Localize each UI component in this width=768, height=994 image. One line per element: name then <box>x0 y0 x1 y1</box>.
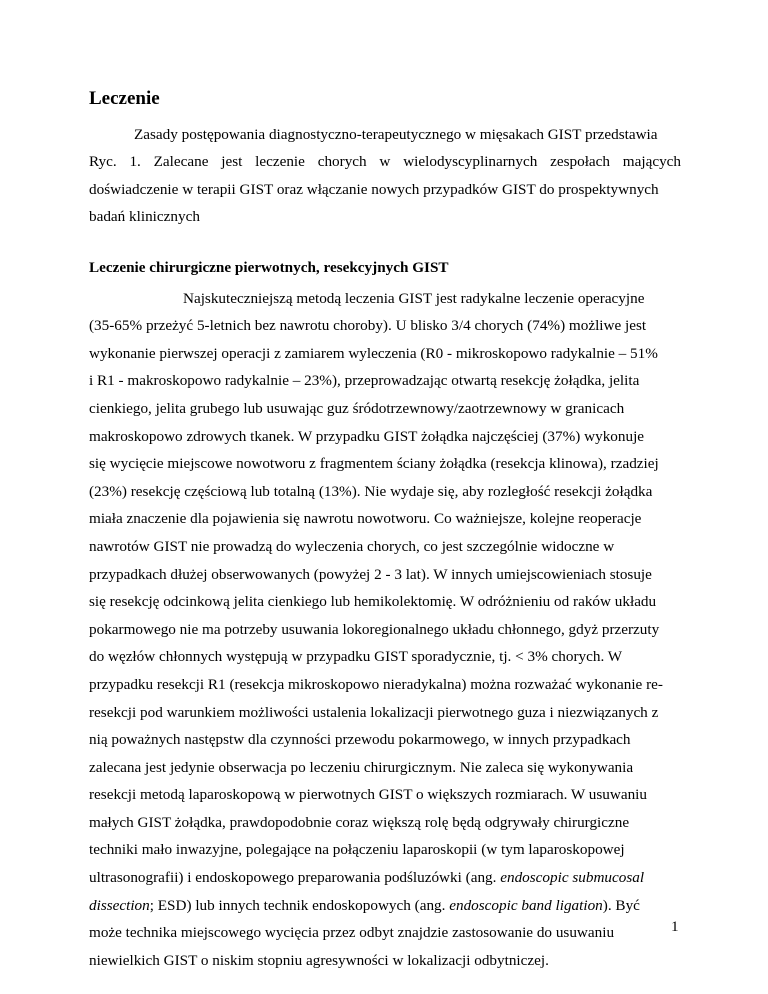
paragraph-line <box>89 864 681 892</box>
paragraph-line: się wycięcie miejscowe nowotworu z fragmentem ściany żołądka (resekcja klinowa), rzadziej <box>89 455 659 473</box>
paragraph-line: badań klinicznych <box>89 208 200 226</box>
paragraph-line: Ryc. 1. Zalecane jest leczenie chorych w wielodyscyplinarnych zespołach mających <box>89 153 681 171</box>
italic-term: dissection <box>89 896 150 914</box>
italic-term: endoscopic band ligation <box>449 896 603 914</box>
text-run: ; ESD) lub innych technik endoskopowych (ang. <box>149 896 450 914</box>
paragraph-line: (35-65% przeżyć 5-letnich bez nawrotu choroby). U blisko 3/4 chorych (74%) możliwe jest <box>89 317 647 335</box>
paragraph-line: pokarmowego nie ma potrzeby usuwania lokoregionalnego układu chłonnego, gdyż przerzuty <box>89 620 660 638</box>
paragraph-line: doświadczenie w terapii GIST oraz włączanie nowych przypadków GIST do prospektywnych <box>89 180 659 198</box>
paragraph-line <box>89 892 681 920</box>
paragraph-line: resekcji pod warunkiem możliwości ustalenia lokalizacji pierwotnego guza i niezwiązanych z <box>89 703 659 721</box>
text-run: ultrasonografii) i endoskopowego preparowania podśluzówki (ang. <box>89 869 501 887</box>
paragraph-line: do węzłów chłonnych występują w przypadku GIST sporadycznie, tj. < 3% chorych. W <box>89 648 623 666</box>
paragraph-line: małych GIST żołądka, prawdopodobnie coraz większą rolę będą odgrywały chirurgiczne <box>89 813 630 831</box>
italic-term: endoscopic submucosal <box>500 869 645 887</box>
paragraph-line: Zasady postępowania diagnostyczno-terapeutycznego w mięsakach GIST przedstawia <box>134 125 658 143</box>
paragraph-line: nią poważnych następstw dla czynności przewodu pokarmowego, w innych przypadkach <box>89 731 631 749</box>
paragraph-line: zalecana jest jedynie obserwacja po leczeniu chirurgicznym. Nie zaleca się wykonywania <box>89 758 634 776</box>
paragraph-line: techniki mało inwazyjne, polegające na połączeniu laparoskopii (w tym laparoskopowej <box>89 841 625 859</box>
paragraph-line: Najskuteczniejszą metodą leczenia GIST jest radykalne leczenie operacyjne <box>183 289 645 307</box>
paragraph-line: może technika miejscowego wycięcia przez odbyt znajdzie zastosowanie do usuwaniu <box>89 924 615 942</box>
paragraph-line: wykonanie pierwszej operacji z zamiarem wyleczenia (R0 - mikroskopowo radykalnie – 51% <box>89 344 658 362</box>
paragraph-line: przypadku resekcji R1 (resekcja mikroskopowo nieradykalna) można rozważać wykonanie re- <box>89 675 663 693</box>
paragraph-line: (23%) resekcję częściową lub totalną (13%). Nie wydaje się, aby rozległość resekcji żołądka <box>89 482 653 500</box>
paragraph-line: przypadkach dłużej obserwowanych (powyżej 2 - 3 lat). W innych umiejscowieniach stosuje <box>89 565 652 583</box>
text-run: ). Być <box>602 896 640 914</box>
paragraph-line: miała znaczenie dla pojawienia się nawrotu nowotworu. Co ważniejsze, kolejne reoperacje <box>89 510 642 528</box>
intro-paragraph <box>89 93 681 231</box>
page-number: 1 <box>671 918 679 935</box>
paragraph-line: nawrotów GIST nie prowadzą do wyleczenia chorych, co jest szczególnie widoczne w <box>89 537 615 555</box>
paragraph-line: niewielkich GIST o niskim stopniu agresywności w lokalizacji odbytniczej. <box>89 951 549 969</box>
paragraph-line: i R1 - makroskopowo radykalnie – 23%), przeprowadzając otwartą resekcję żołądka, jelita <box>89 372 640 390</box>
subsection-heading: Leczenie chirurgiczne pierwotnych, resekcyjnych GIST <box>89 259 449 276</box>
paragraph-line: makroskopowo zdrowych tkanek. W przypadku GIST żołądka najczęściej (37%) wykonuje <box>89 427 645 445</box>
section-heading: Leczenie <box>89 88 160 109</box>
paragraph-line: się resekcję odcinkową jelita cienkiego lub hemikolektomię. W odróżnieniu od raków układu <box>89 593 657 611</box>
surgery-paragraph <box>89 257 681 974</box>
paragraph-line: cienkiego, jelita grubego lub usuwając guz śródotrzewnowy/zaotrzewnowy w granicach <box>89 399 625 417</box>
paragraph-line: resekcji metodą laparoskopową w pierwotnych GIST o większych rozmiarach. W usuwaniu <box>89 786 647 804</box>
